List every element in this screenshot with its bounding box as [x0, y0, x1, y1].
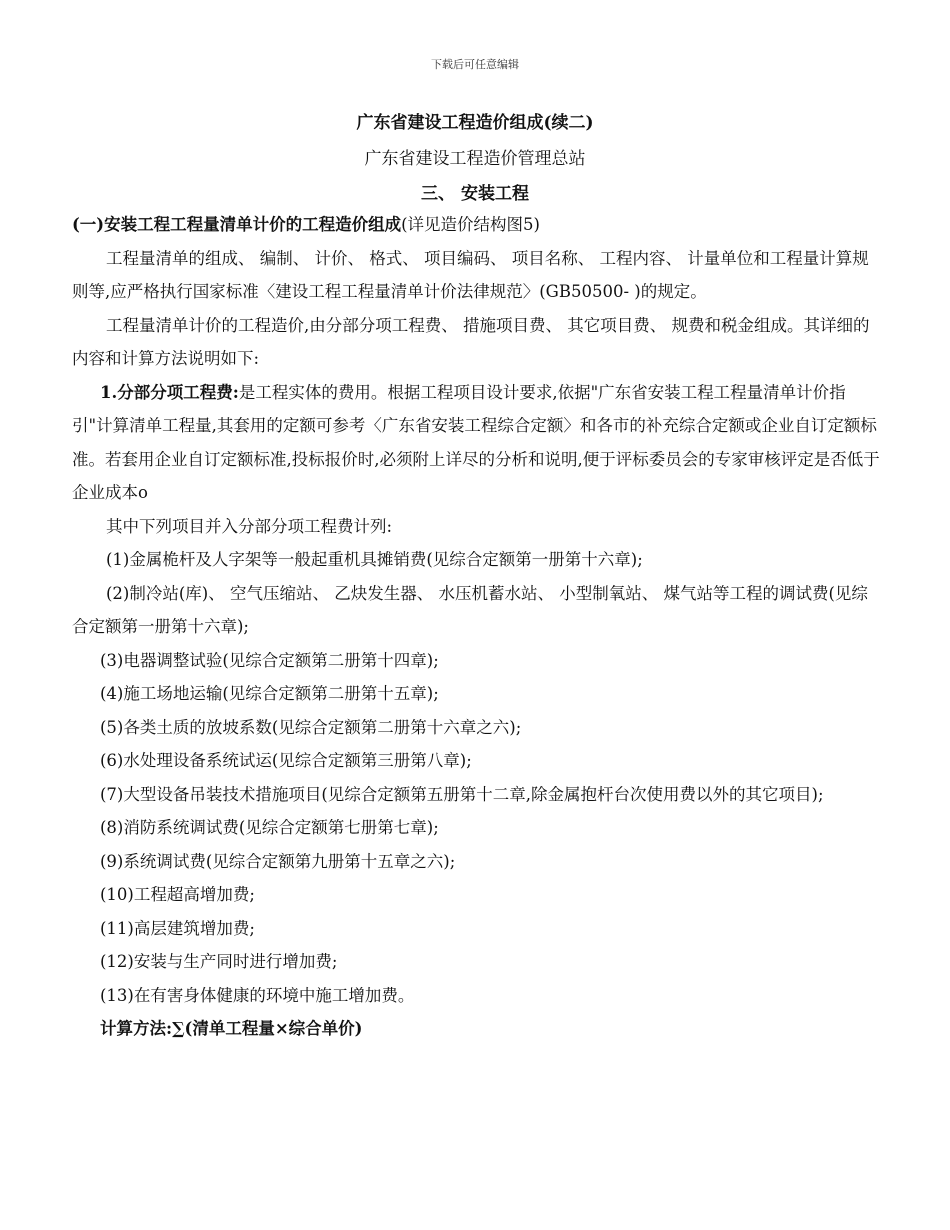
list-intro: 其中下列项目并入分部分项工程费计列:: [106, 516, 393, 536]
section-heading: 三、 安装工程: [421, 184, 529, 204]
item-1-label: 1.分部分项工程费:: [100, 382, 239, 402]
document-subtitle: 广东省建设工程造价管理总站: [364, 149, 586, 169]
paragraph-1: 工程量清单的组成、 编制、 计价、 格式、 项目编码、 项目名称、 工程内容、 计量单位和工程量计算规则等,应严格执行国家标准〈建设工程工程量清单计价法律规范〉(GB50500- )的规定。: [72, 248, 869, 301]
list-item: (10)工程超高增加费;: [100, 885, 255, 904]
list-item: (1)金属桅杆及人字架等一般起重机具摊销费(见综合定额第一册第十六章);: [106, 550, 643, 569]
calculation-method: 计算方法:∑(清单工程量×综合单价): [100, 1019, 363, 1038]
part1-heading-note: (详见造价结构图5): [401, 215, 540, 234]
list-item: (6)水处理设备系统试运(见综合定额第三册第八章);: [100, 751, 472, 770]
item-1-text: 是工程实体的费用。根据工程项目设计要求,依据"广东省安装工程工程量清单计价指引"计算清单工程量,其套用的定额可参考〈广东省安装工程综合定额〉和各市的补充综合定额或企业自订定额标准。若套用企业自订定额标准,投标报价时,必须附上详尽的分析和说明,便于评标委员会的专家审核评定是否低于企业成本o: [72, 382, 880, 502]
list-item: (12)安装与生产同时进行增加费;: [100, 952, 338, 971]
list-item: (3)电器调整试验(见综合定额第二册第十四章);: [100, 650, 439, 670]
list-item: (5)各类土质的放坡系数(见综合定额第二册第十六章之六);: [100, 717, 522, 737]
list-item: (7)大型设备吊装技术措施项目(见综合定额第五册第十二章,除金属抱杆台次使用费以外的其它项目);: [100, 784, 824, 804]
list-item: (8)消防系统调试费(见综合定额第七册第七章);: [100, 818, 439, 837]
item-1-paragraph: [72, 376, 882, 510]
document-title: 广东省建设工程造价组成(续二): [356, 113, 594, 133]
list-item: (9)系统调试费(见综合定额第九册第十五章之六);: [100, 851, 456, 871]
list-item: (4)施工场地运输(见综合定额第二册第十五章);: [100, 684, 439, 703]
page-header-note: 下载后可任意编辑: [431, 58, 519, 71]
document-body: [72, 208, 882, 1046]
part1-heading: [72, 208, 882, 242]
list-item: (11)高层建筑增加费;: [100, 918, 255, 938]
part1-heading-bold: (一)安装工程工程量清单计价的工程造价组成: [72, 215, 402, 234]
list-item: (2)制冷站(库)、 空气压缩站、 乙炔发生器、 水压机蓄水站、 小型制氧站、 煤气站等工程的调试费(见综合定额第一册第十六章);: [72, 583, 868, 636]
list-item: (13)在有害身体健康的环境中施工增加费。: [100, 985, 415, 1005]
paragraph-2: 工程量清单计价的工程造价,由分部分项工程费、 措施项目费、 其它项目费、 规费和税金组成。其详细的内容和计算方法说明如下:: [72, 315, 870, 368]
